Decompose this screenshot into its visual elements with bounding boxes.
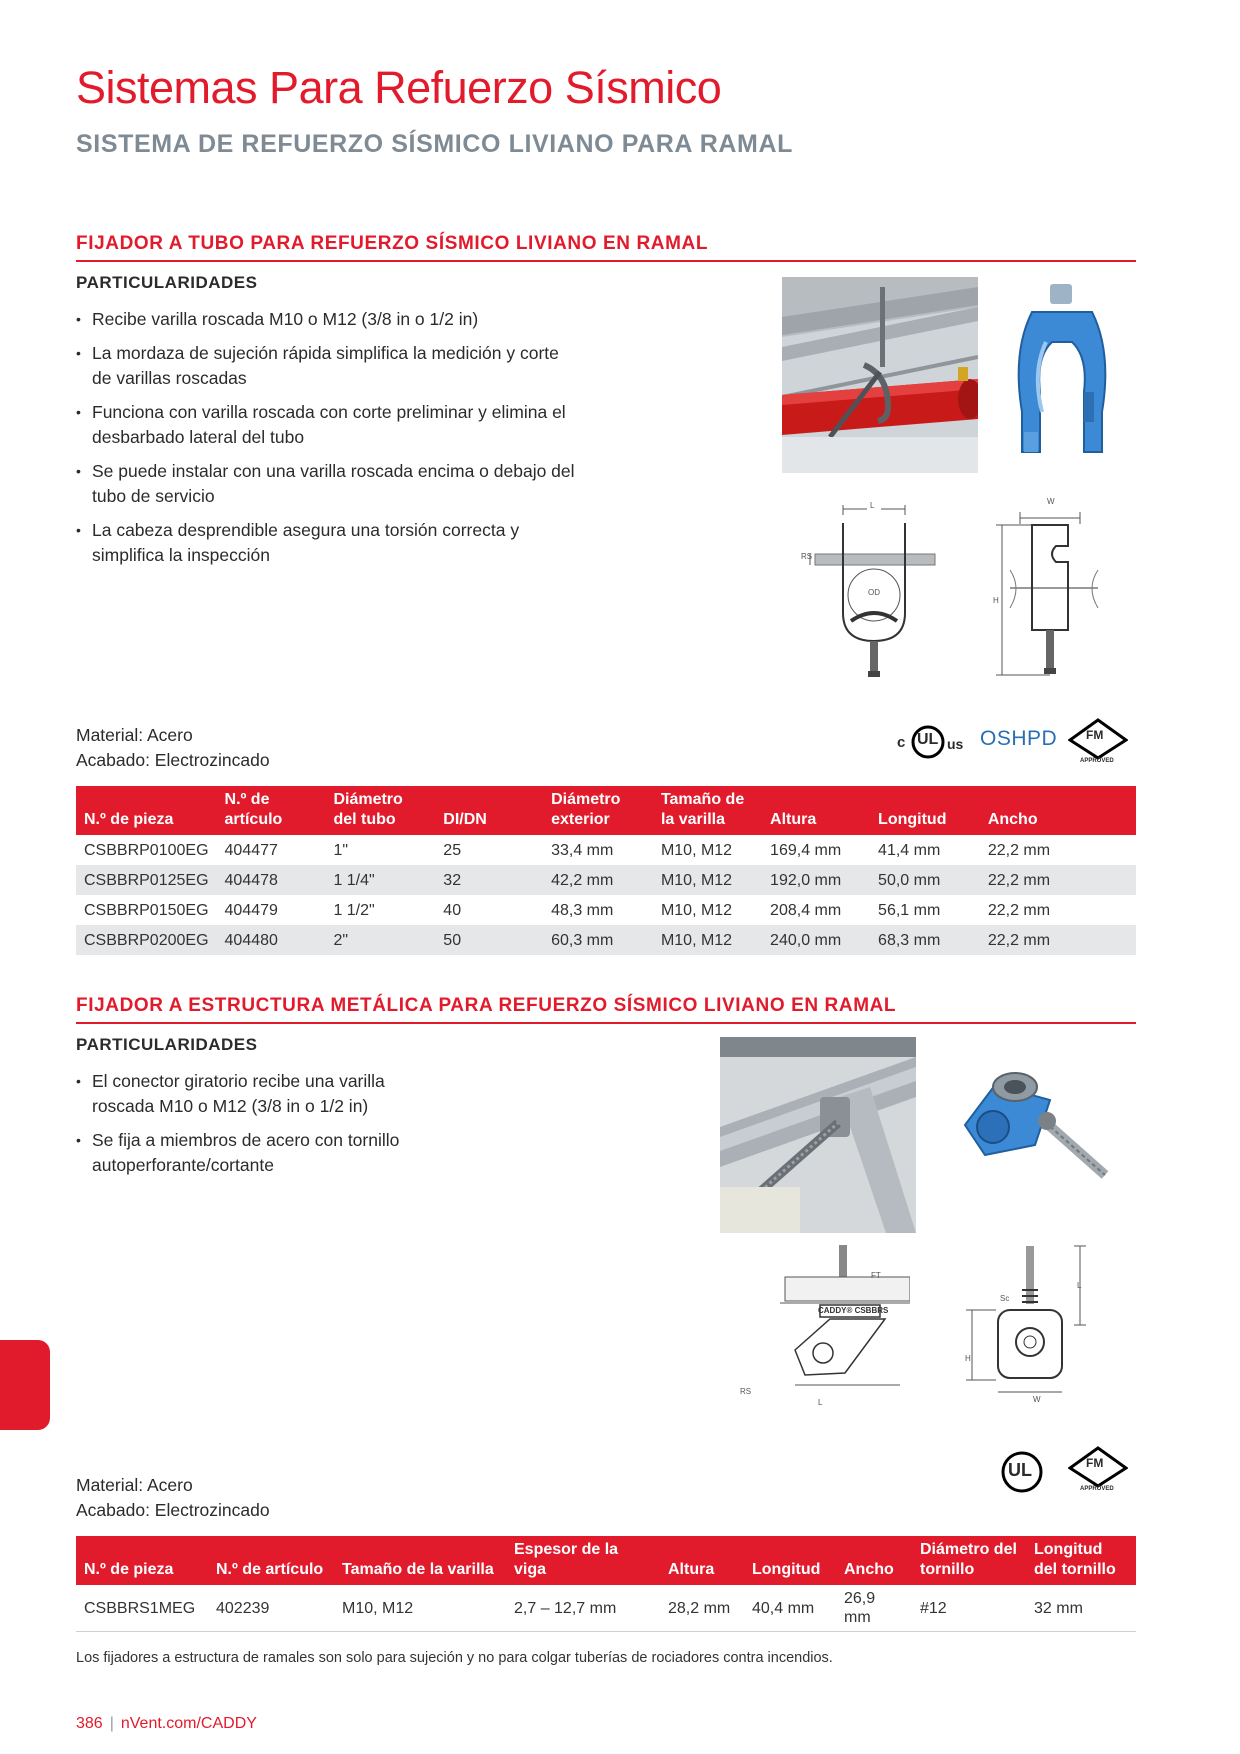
fm-approved-text: APPROVED — [1080, 758, 1114, 764]
table-cell: 40 — [443, 901, 462, 919]
beam-clamp-front-dimension-diagram — [960, 1240, 1100, 1410]
page-subtitle: SISTEMA DE REFUERZO SÍSMICO LIVIANO PARA RAMAL — [76, 130, 793, 158]
column-header: Longitud — [870, 786, 980, 835]
table-row — [76, 1585, 1136, 1632]
section1-spec-table — [76, 786, 1136, 955]
dimension-label-rs: RS — [801, 552, 813, 561]
section1-heading: FIJADOR A TUBO PARA REFUERZO SÍSMICO LIVIANO EN RAMAL — [76, 233, 1136, 262]
table-cell: 1 1/4" — [325, 865, 435, 895]
table-row — [76, 835, 1136, 865]
bullet-item: • Funciona con varilla roscada con corte preliminar y elimina el desbarbado lateral del tubo — [76, 400, 576, 450]
oshpd-logo: OSHPD — [980, 727, 1058, 750]
product-photo-pipe-clamp — [1002, 282, 1122, 472]
table-cell: 26,9 mm — [836, 1585, 912, 1632]
table-cell: 22,2 mm — [980, 925, 1136, 955]
column-header: N.º de pieza — [76, 786, 217, 835]
section1-finish: Acabado: Electrozincado — [76, 750, 270, 770]
table-cell: 404479 — [224, 901, 278, 919]
table-cell: 42,2 mm — [543, 865, 653, 895]
beam-clamp-side-dimension-diagram — [735, 1245, 910, 1405]
table-cell: 32 — [435, 865, 543, 895]
column-header: Espesor de la viga — [506, 1536, 660, 1585]
installation-photo-graphic — [782, 277, 978, 473]
column-header: Altura — [660, 1536, 744, 1585]
installation-photo-pipe-clamp — [782, 277, 978, 473]
table-cell: 22,2 mm — [987, 901, 1051, 919]
table-row — [76, 895, 1136, 925]
table-cell: 33,4 mm — [551, 841, 614, 859]
column-header: Ancho — [980, 786, 1136, 835]
brand-marking: CADDY® CSBBRS — [818, 1306, 889, 1315]
section1-features-heading: PARTICULARIDADES — [76, 273, 258, 292]
cul-us-text: us — [947, 736, 964, 752]
table-cell: M10, M12 — [660, 841, 733, 859]
column-header: Longitud del tornillo — [1026, 1536, 1136, 1585]
table-cell: 28,2 mm — [660, 1585, 744, 1632]
fm-text: FM — [1086, 1456, 1104, 1470]
product-photo-beam-clamp — [955, 1065, 1125, 1205]
page-title: Sistemas Para Refuerzo Sísmico — [76, 62, 722, 113]
page-footer — [76, 1715, 257, 1733]
column-header: Diámetro del tubo — [325, 786, 435, 835]
dimension-label-h: H — [993, 596, 999, 605]
table-cell: CSBBRP0125EG — [76, 865, 217, 895]
bullet-item: • Se puede instalar con una varilla roscada encima o debajo del tubo de servicio — [76, 459, 576, 509]
beam-clamp-product-graphic — [955, 1065, 1125, 1205]
section1-bullet-list — [76, 307, 576, 577]
table-cell: CSBBRS1MEG — [76, 1585, 208, 1632]
table-cell: 404480 — [217, 925, 326, 955]
table-header-row — [76, 1536, 1136, 1585]
table-cell: 22,2 mm — [980, 865, 1136, 895]
fm-text: FM — [1086, 728, 1104, 742]
page-number: 386 — [76, 1715, 103, 1732]
section2-features-heading: PARTICULARIDADES — [76, 1035, 258, 1054]
table-row — [76, 925, 1136, 955]
column-header: N.º de artículo — [217, 786, 326, 835]
column-header: Longitud — [744, 1536, 836, 1585]
table-cell: 2,7 – 12,7 mm — [506, 1585, 660, 1632]
column-header: N.º de pieza — [76, 1536, 208, 1585]
table-cell: 404477 — [224, 841, 278, 859]
column-header: Altura — [762, 786, 870, 835]
column-header: Tamaño de la varilla — [334, 1536, 506, 1585]
table-cell: 50 — [435, 925, 543, 955]
fm-approved-text: APPROVED — [1080, 1486, 1114, 1492]
bullet-item: • La cabeza desprendible asegura una torsión correcta y simplifica la inspección — [76, 518, 576, 568]
dimension-label-l: L — [870, 501, 875, 510]
dimension-label-w: W — [1047, 497, 1055, 506]
dimension-label-h: H — [965, 1354, 971, 1363]
bullet-item: • Recibe varilla roscada M10 o M12 (3/8 in o 1/2 in) — [76, 307, 576, 332]
column-header: Tamaño de la varilla — [653, 786, 762, 835]
table-row — [76, 865, 1136, 895]
bullet-item: • La mordaza de sujeción rápida simplifica la medición y corte de varillas roscadas — [76, 341, 576, 391]
section2-spec-table — [76, 1536, 1136, 1632]
table-cell: 50,0 mm — [870, 865, 980, 895]
installation-photo-graphic — [720, 1037, 916, 1233]
installation-photo-beam-clamp — [720, 1037, 916, 1233]
section2-heading: FIJADOR A ESTRUCTURA METÁLICA PARA REFUERZO SÍSMICO LIVIANO EN RAMAL — [76, 995, 1136, 1024]
section2-material: Material: Acero — [76, 1475, 193, 1495]
table-header-row — [76, 786, 1136, 835]
table-cell: 192,0 mm — [762, 865, 870, 895]
ul-listed-logo — [1000, 1450, 1044, 1494]
bullet-item: • El conector giratorio recibe una varilla roscada M10 o M12 (3/8 in o 1/2 in) — [76, 1069, 446, 1119]
table-cell: 240,0 mm — [762, 925, 870, 955]
footer-separator: | — [109, 1715, 114, 1732]
table-cell: CSBBRP0200EG — [76, 925, 217, 955]
ul-text: UL — [1008, 1460, 1032, 1480]
column-header: DI/DN — [435, 786, 543, 835]
table-cell: 208,4 mm — [770, 901, 842, 919]
footnote: Los fijadores a estructura de ramales son solo para sujeción y no para colgar tuberías de rociadores contra incendios. — [76, 1650, 833, 1666]
section-side-tab — [0, 1340, 50, 1430]
section2-finish: Acabado: Electrozincado — [76, 1500, 270, 1520]
table-cell: 48,3 mm — [551, 901, 614, 919]
column-header: Ancho — [836, 1536, 912, 1585]
table-cell: 25 — [443, 841, 462, 859]
table-cell: CSBBRP0150EG — [84, 901, 209, 919]
cul-c-text: c — [897, 734, 906, 751]
footer-link[interactable]: nVent.com/CADDY — [120, 1715, 257, 1732]
table-cell: 68,3 mm — [870, 925, 980, 955]
table-cell: M10, M12 — [334, 1585, 506, 1632]
table-cell: 1 1/2" — [333, 901, 375, 919]
table-cell: M10, M12 — [653, 925, 762, 955]
dimension-label-l: L — [818, 1398, 823, 1407]
cul-ul-text: UL — [917, 731, 939, 748]
clamp-side-dimension-diagram — [990, 500, 1115, 680]
table-cell: 402239 — [208, 1585, 334, 1632]
column-header: Diámetro exterior — [543, 786, 653, 835]
table-cell: 60,3 mm — [543, 925, 653, 955]
dimension-label-sc: Sc — [1000, 1294, 1010, 1303]
table-cell: 404478 — [217, 865, 326, 895]
dimension-label-w: W — [1033, 1395, 1041, 1404]
table-cell: 169,4 mm — [770, 841, 842, 859]
table-cell: 41,4 mm — [878, 841, 941, 859]
table-cell: 56,1 mm — [878, 901, 941, 919]
bullet-item: • Se fija a miembros de acero con tornillo autoperforante/cortante — [76, 1128, 446, 1178]
column-header: Diámetro del tornillo — [912, 1536, 1026, 1585]
dimension-label-ft: FT — [871, 1271, 881, 1280]
dimension-label-od: OD — [868, 588, 880, 597]
table-cell: CSBBRP0100EG — [84, 841, 209, 859]
table-cell: 22,2 mm — [987, 841, 1051, 859]
table-cell: 40,4 mm — [744, 1585, 836, 1632]
dimension-label-l2: L — [1077, 1281, 1082, 1290]
pipe-clamp-product-graphic — [1002, 282, 1122, 472]
table-cell: 32 mm — [1026, 1585, 1136, 1632]
section2-bullet-list — [76, 1069, 446, 1187]
section1-material: Material: Acero — [76, 725, 193, 745]
table-cell: 2" — [325, 925, 435, 955]
column-header: N.º de artículo — [208, 1536, 334, 1585]
fm-approved-logo — [1068, 1446, 1128, 1494]
table-cell: M10, M12 — [653, 865, 762, 895]
table-cell: M10, M12 — [660, 901, 733, 919]
dimension-label-rs: RS — [740, 1387, 752, 1396]
fm-approved-logo — [1068, 718, 1128, 766]
table-cell: #12 — [912, 1585, 1026, 1632]
table-cell: 1" — [333, 841, 349, 859]
